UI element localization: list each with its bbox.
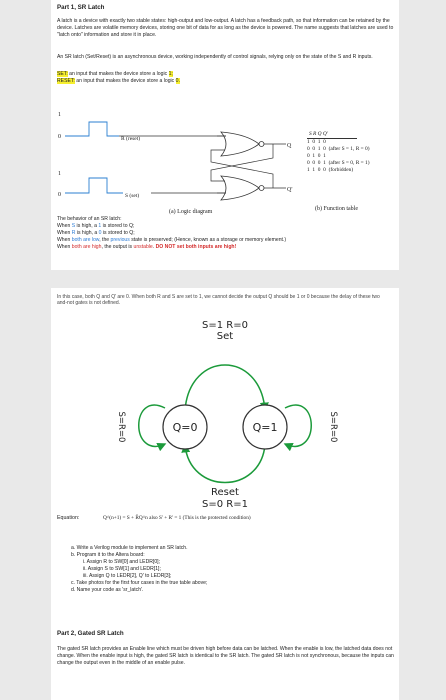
table-row: 0 1 0 1 <box>307 153 326 159</box>
top-low-level: 0 <box>58 134 61 140</box>
reset-label: RESET: <box>57 78 75 84</box>
left-self-loop-arrow <box>139 405 165 446</box>
qbar-output-label: Q' <box>287 187 293 193</box>
task-list <box>71 545 207 594</box>
case-text: In this case, both Q and Q' are 0. When both R and S are set to 1, we cannot decide the output Q should be 1 or 0 because the delay of these two and-not gates is not defined. <box>57 294 380 307</box>
function-table <box>307 131 370 174</box>
top-nor-gate <box>221 132 259 156</box>
set-condition-label: S=1 R=0 <box>202 320 248 331</box>
s-waveform <box>65 178 123 193</box>
table-row: 0 0 0 1 (after S = 0, R = 1) <box>307 160 370 166</box>
table-row: 1 1 0 0 (forbidden) <box>307 167 354 173</box>
right-loop-label: S=R=0 <box>328 411 338 443</box>
state-q0-label: Q=0 <box>172 421 198 434</box>
set-label: SET: <box>57 71 68 77</box>
bottom-high-level: 1 <box>58 171 61 177</box>
bottom-low-level: 0 <box>58 192 61 198</box>
page-1 <box>51 0 399 270</box>
s-input-label: S (set) <box>125 193 140 199</box>
feedback-q <box>211 144 273 181</box>
part2-heading: Part 2, Gated SR Latch <box>57 630 124 637</box>
task-c: c. Take photos for the first four cases in the true table above; <box>71 580 208 586</box>
reset-transition-arrow <box>185 445 265 483</box>
equation-label: Equation: <box>57 515 80 521</box>
q-output-label: Q <box>287 143 292 149</box>
table-row: 1 0 1 0 <box>307 139 326 145</box>
task-a: a. Write a Verilog module to implement an SR latch. <box>71 545 188 551</box>
reset-definition: RESET: an input that makes the device store a logic 0. <box>57 78 180 84</box>
behavior-line-4: When both are high, the output is unstable. DO NOT set both inputs are high! <box>57 244 237 250</box>
task-b-iii: iii. Assign Q to LEDR[2], Q' to LEDR[3]; <box>83 573 172 579</box>
r-input-label: R (reset) <box>121 136 141 142</box>
right-self-loop-arrow <box>285 405 311 446</box>
page-2 <box>51 288 399 700</box>
function-table-caption: (b) Function table <box>315 206 358 212</box>
behavior-line-1: When S is high, a 1 is stored to Q; <box>57 223 135 229</box>
set-transition-arrow <box>185 365 265 410</box>
task-d: d. Name your code as 'sr_latch'. <box>71 587 144 593</box>
latch-intro: A latch is a device with exactly two stable states: high-output and low-output. A latch has a feedback path, so that information can be retained by the device. Latches are volatile memory devices, storing one bit of data for as long as the device is powered. The name suggests that latches are used to "latch onto" information and store it in place. <box>57 18 394 38</box>
bottom-nor-gate <box>221 176 259 200</box>
top-high-level: 1 <box>58 112 61 118</box>
task-b: b. Program it to the Altera board: <box>71 552 145 558</box>
feedback-qbar <box>211 150 273 188</box>
equation-text: Q^(n+1) = S + R̄Q^n also S' + R' = 1 (This is the protected condition) <box>103 515 251 521</box>
task-b-ii: ii. Assign S to SW[1] and LEDR[1]; <box>83 566 161 572</box>
task-b-i: i. Assign R to SW[0] and LEDR[0]; <box>83 559 161 565</box>
set-definition: SET: an input that makes the device store a logic 1; <box>57 71 173 77</box>
behavior-line-3: When both are low, the previous state is preserved; (Hence, known as a storage or memory element.) <box>57 237 287 243</box>
r-waveform <box>65 122 119 136</box>
part2-text: The gated SR latch provides an Enable line which must be driven high before data can be latched. When the enable is low, the latched data does not change. When the enable input is high, the gated SR latch is identical to the SR latch. The gated SR latch is not synchronous, because the inputs can change the output even in the middle of an enable pulse. <box>57 646 394 666</box>
table-row: 0 0 1 0 (after S = 1, R = 0) <box>307 146 370 152</box>
behavior-line-2: When R is high, a 0 is stored to Q; <box>57 230 135 236</box>
left-loop-label: S=R=0 <box>116 411 126 443</box>
table-header: S R Q Q' <box>307 131 357 139</box>
part1-heading: Part 1, SR Latch <box>57 4 105 11</box>
sr-intro: An SR latch (Set/Reset) is an asynchronous device, working independently of control signals, relying only on the state of the S and R inputs. <box>57 54 373 60</box>
logic-diagram-caption: (a) Logic diagram <box>169 209 213 215</box>
state-diagram <box>105 310 345 510</box>
reset-action-label: Reset <box>211 487 239 498</box>
set-action-label: Set <box>216 331 234 342</box>
state-q1-label: Q=1 <box>252 421 278 434</box>
reset-condition-label: S=0 R=1 <box>202 499 248 510</box>
logic-diagram <box>51 92 301 217</box>
behavior-title: The behavior of an SR latch: <box>57 216 122 222</box>
